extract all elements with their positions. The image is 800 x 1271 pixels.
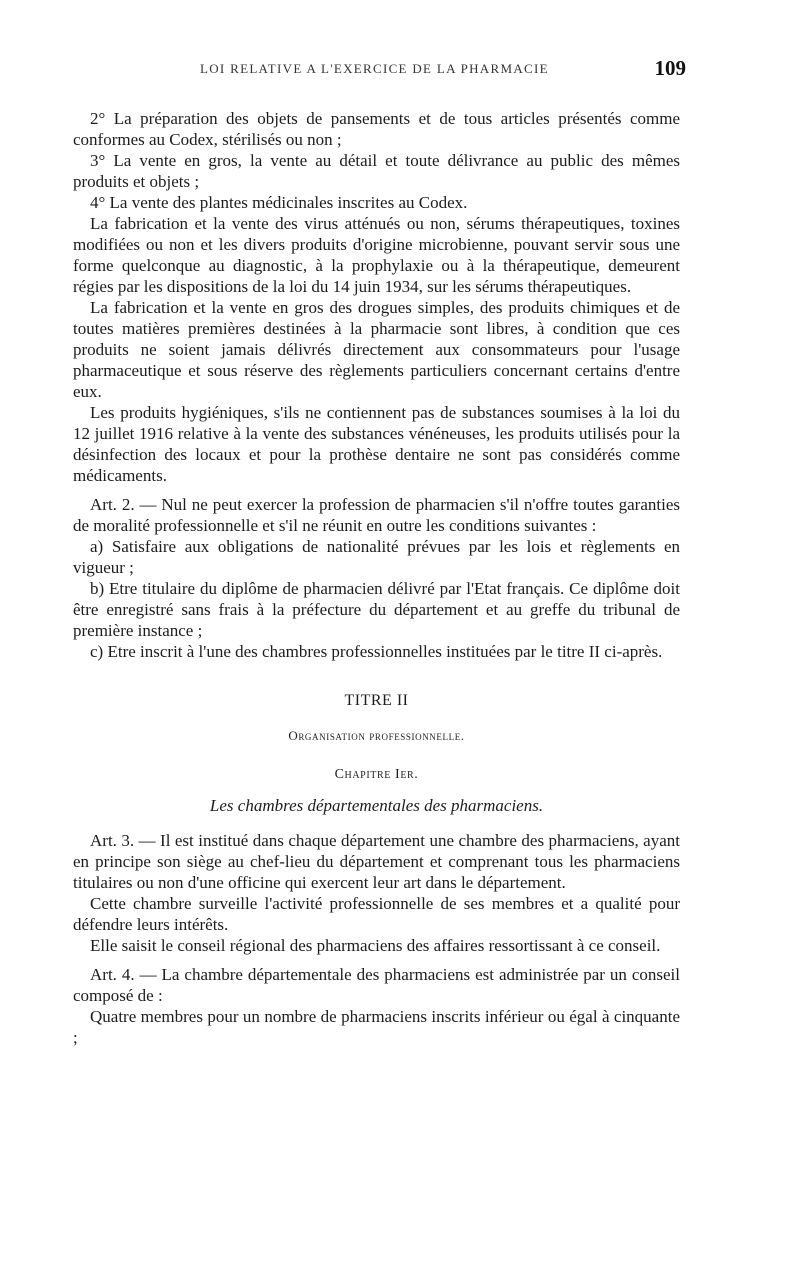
paragraph: Quatre membres pour un nombre de pharmaciens inscrits inférieur ou égal à cinquante ; xyxy=(73,1007,680,1047)
paragraph: Elle saisit le conseil régional des pharmaciens des affaires ressortissant à ce conseil. xyxy=(90,936,661,955)
titre-heading: TITRE II xyxy=(344,692,409,709)
article-3-heading-paragraph: Art. 3. — Il est institué dans chaque département une chambre des pharmaciens, ayant en principe son siège au chef-lieu du département et comprenant tous les pharmaciens titulaires ou non d'une officine qui exercent leur art dans le département. xyxy=(73,831,680,892)
running-head xyxy=(200,56,686,82)
chapter-title: Chapitre Ier. xyxy=(334,767,419,782)
article-4-heading-paragraph: Art. 4. — La chambre départementale des pharmaciens est administrée par un conseil composé de : xyxy=(73,965,680,1005)
paragraph: c) Etre inscrit à l'une des chambres professionnelles instituées par le titre II ci-après. xyxy=(90,642,663,661)
paragraph: La fabrication et la vente des virus atténués ou non, sérums thérapeutiques, toxines modifiées ou non et les divers produits d'origine microbienne, pouvant servir sous une forme quelconque au diagnostic, à la prophylaxie ou à la thérapeutique, demeurent régies par les dispositions de la loi du 14 juin 1934, sur les sérums thérapeutiques. xyxy=(73,214,680,296)
running-title: LOI RELATIVE A L'EXERCICE DE LA PHARMACIE xyxy=(200,61,549,76)
section-title: Organisation professionnelle. xyxy=(288,728,465,743)
page-body xyxy=(73,108,680,1048)
paragraph: a) Satisfaire aux obligations de nationalité prévues par les lois et règlements en vigueur ; xyxy=(73,537,680,577)
paragraph: 2° La préparation des objets de pansements et de tous articles présentés comme conformes au Codex, stérilisés ou non ; xyxy=(73,109,680,149)
paragraph: 4° La vente des plantes médicinales inscrites au Codex. xyxy=(90,193,468,212)
paragraph: 3° La vente en gros, la vente au détail et toute délivrance au public des mêmes produits et objets ; xyxy=(73,151,680,191)
paragraph: La fabrication et la vente en gros des drogues simples, des produits chimiques et de toutes matières premières destinées à la pharmacie sont libres, à condition que ces produits ne soient jamais délivrés directement aux consommateurs pour l'usage pharmaceutique et sous réserve des règlements particuliers concernant certains d'entre eux. xyxy=(73,298,680,401)
page-number: 109 xyxy=(654,56,686,80)
paragraph: Les produits hygiéniques, s'ils ne contiennent pas de substances soumises à la loi du 12 juillet 1916 relative à la vente des substances vénéneuses, les produits utilisés pour la désinfection des locaux et pour la prothèse dentaire ne sont pas considérés comme médicaments. xyxy=(73,403,680,485)
chapter-subtitle: Les chambres départementales des pharmaciens. xyxy=(209,796,544,815)
paragraph: Cette chambre surveille l'activité professionnelle de ses membres et a qualité pour défendre leurs intérêts. xyxy=(73,894,680,934)
paragraph: b) Etre titulaire du diplôme de pharmacien délivré par l'Etat français. Ce diplôme doit être enregistré sans frais à la préfecture du département et au greffe du tribunal de première instance ; xyxy=(73,579,680,640)
article-2-heading-paragraph: Art. 2. — Nul ne peut exercer la profession de pharmacien s'il n'offre toutes garanties de moralité professionnelle et s'il ne réunit en outre les conditions suivantes : xyxy=(73,495,680,535)
